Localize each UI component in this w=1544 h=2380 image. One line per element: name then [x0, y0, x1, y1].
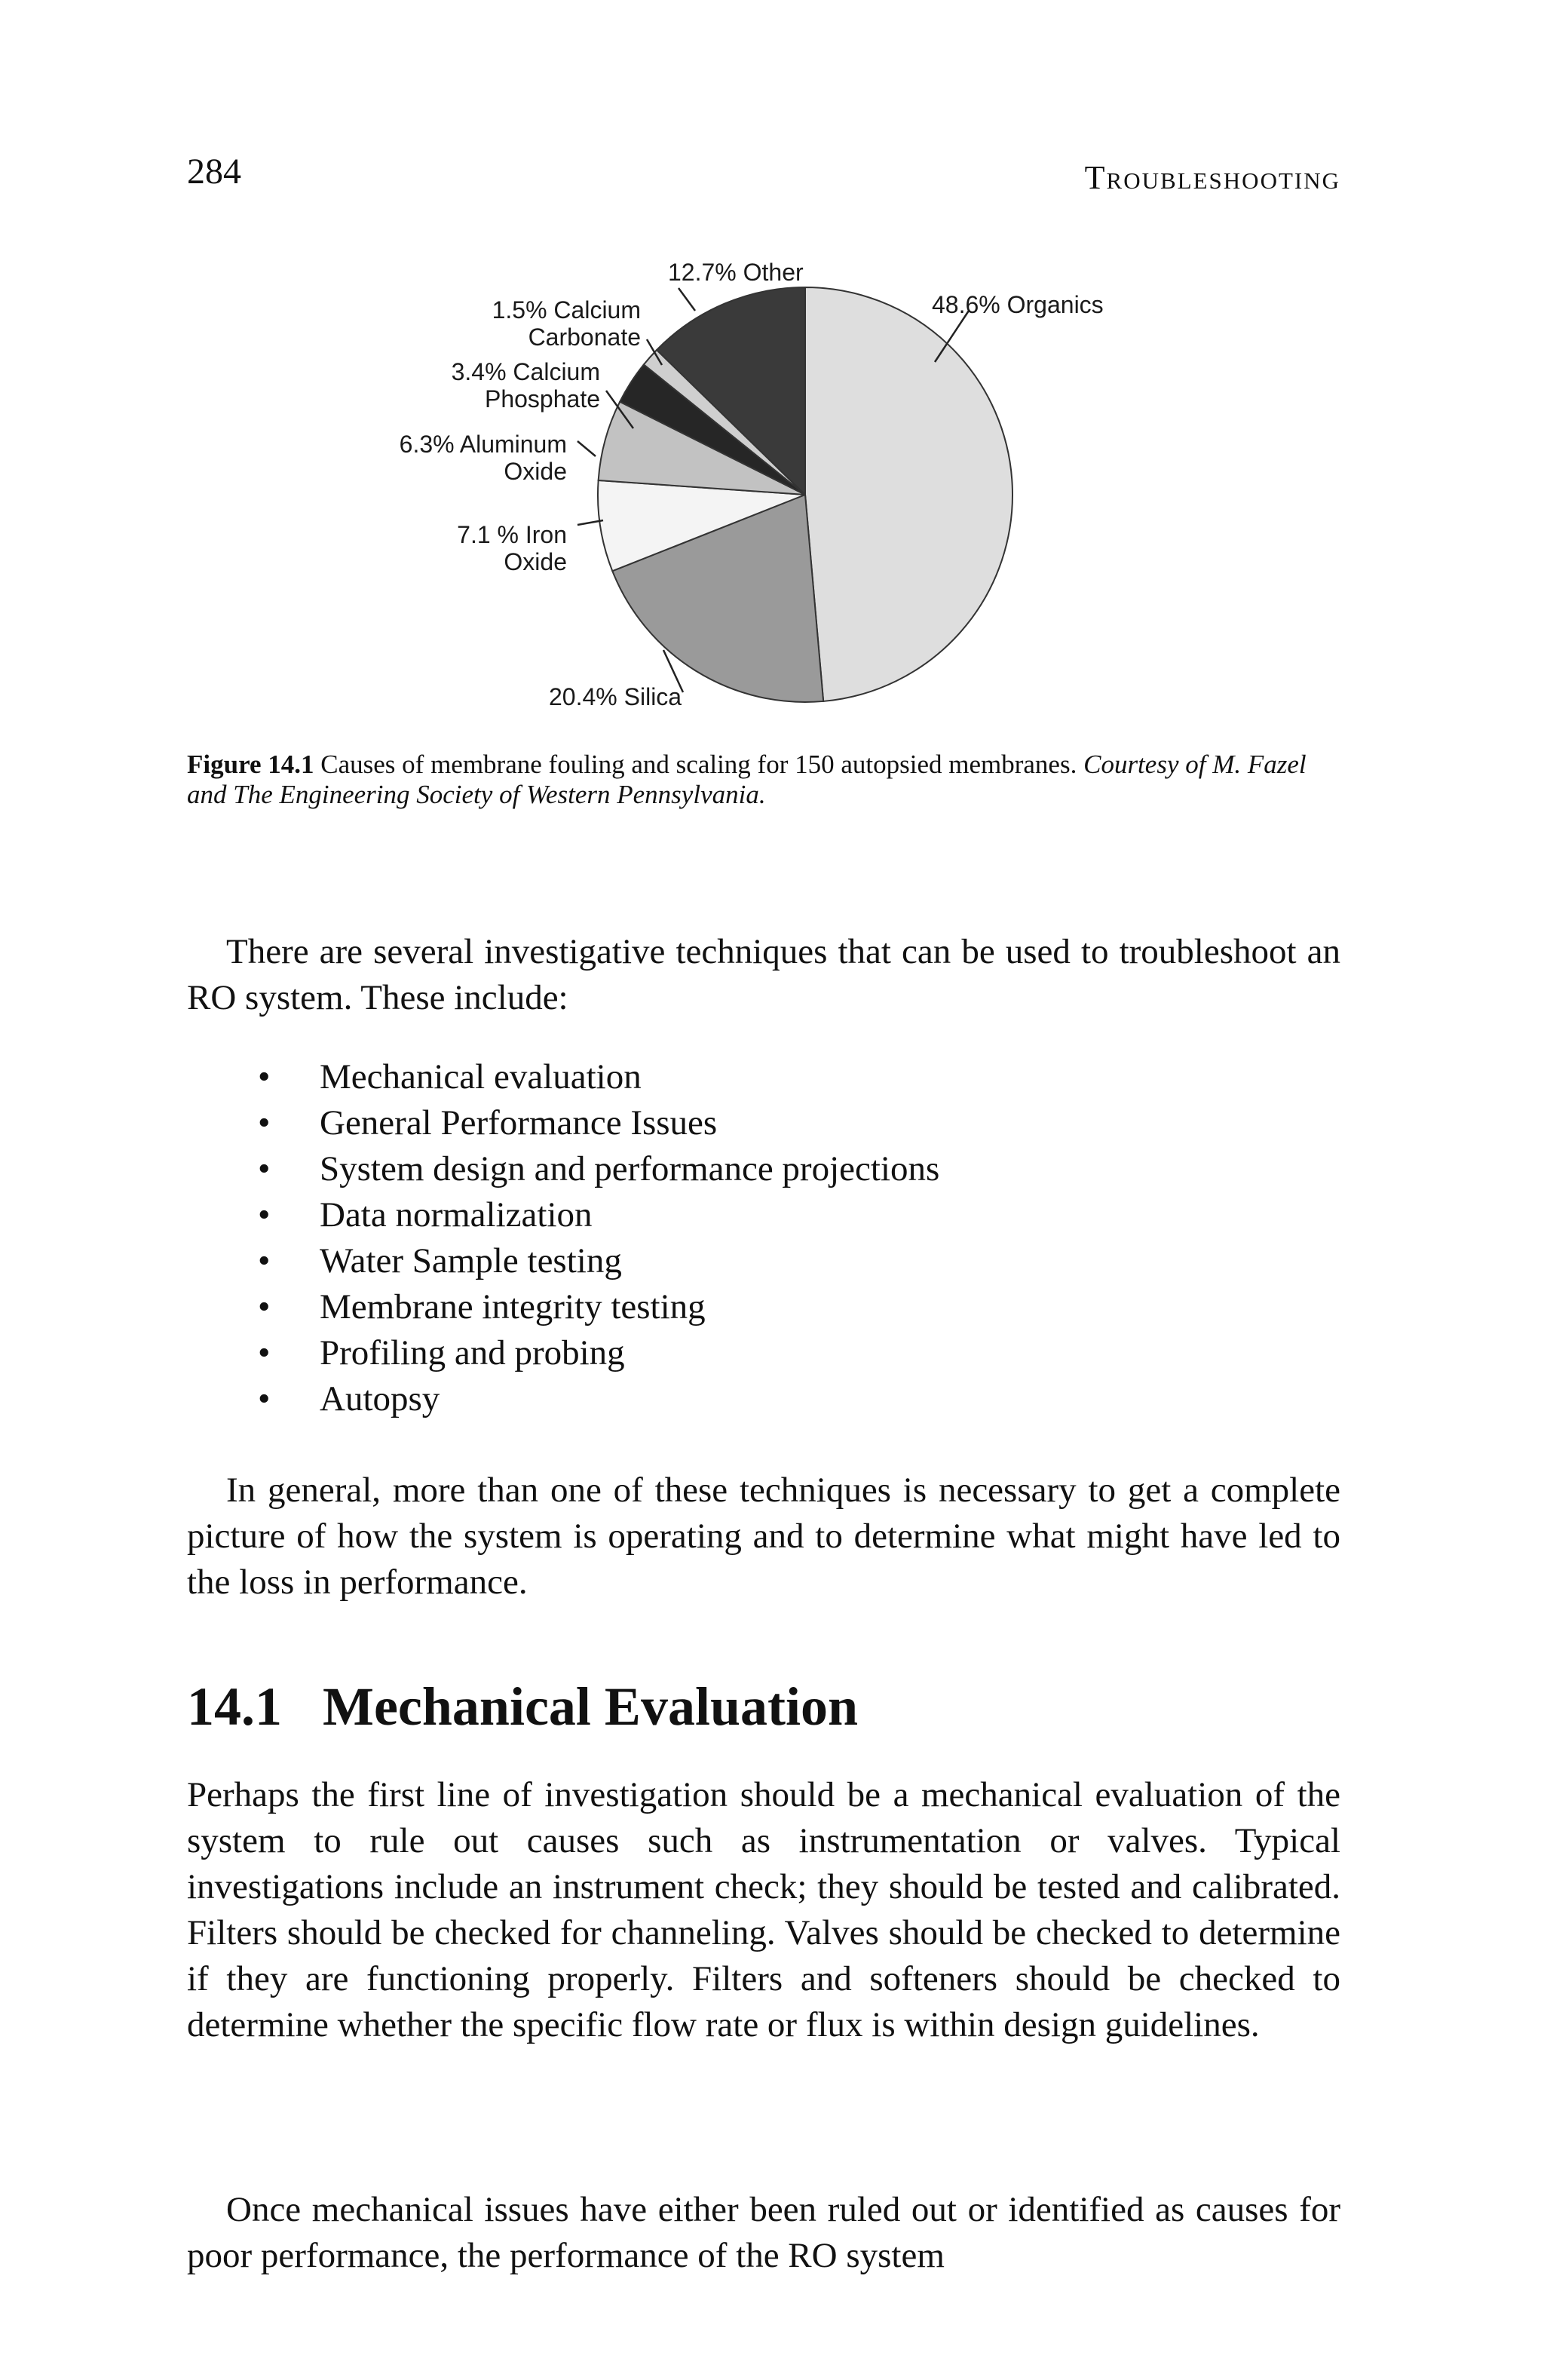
running-head: Troubleshooting: [1084, 159, 1340, 196]
list-item: [255, 1100, 939, 1146]
bullet-icon: •: [258, 1195, 271, 1234]
list-item: [255, 1284, 939, 1330]
bullet-icon: •: [258, 1379, 271, 1418]
list-item: [255, 1192, 939, 1238]
bullet-icon: •: [258, 1333, 271, 1372]
pie-chart: [0, 0, 1544, 754]
section-number: 14.1: [187, 1676, 282, 1737]
section-heading: [187, 1676, 858, 1738]
label-aluminum-line1: 6.3% Aluminum: [399, 431, 567, 458]
list-item-text: Data normalization: [320, 1195, 593, 1234]
list-item-text: Water Sample testing: [320, 1241, 622, 1280]
techniques-list: [255, 1054, 939, 1422]
page-number: 284: [187, 152, 241, 192]
label-aluminum-line2: Oxide: [504, 458, 567, 485]
list-item-text: Membrane integrity testing: [320, 1287, 706, 1326]
figure-credit: Courtesy of M. Fazel and The Engineering Society of Western Pennsylvania.: [187, 750, 1307, 809]
section-paragraph-1: Perhaps the first line of investigation should be a mechanical evaluation of the system to rule out causes such as instrumentation or valves. Typical investigations include an instrument check; they should be tested and calibrated. Filters should be checked for channeling. Valves should be checked to determine if they are functioning properly. Filters and softeners should be checked to determine whether the specific flow rate or flux is within design guidelines.: [187, 1775, 1340, 2044]
list-item-text: General Performance Issues: [320, 1103, 718, 1142]
label-phosphate-line2: Phosphate: [484, 385, 600, 413]
label-organics: 48.6% Organics: [932, 291, 1104, 318]
label-other: 12.7% Other: [668, 259, 804, 286]
bullet-icon: •: [258, 1103, 271, 1142]
section-title: Mechanical Evaluation: [323, 1676, 859, 1737]
list-item-text: Autopsy: [320, 1379, 440, 1418]
bullet-icon: •: [258, 1149, 271, 1188]
label-phosphate-line1: 3.4% Calcium: [451, 358, 600, 385]
label-silica: 20.4% Silica: [549, 683, 682, 710]
label-carbonate-line2: Carbonate: [528, 324, 641, 351]
list-item-text: Mechanical evaluation: [320, 1057, 642, 1096]
list-item: [255, 1330, 939, 1376]
label-iron-line2: Oxide: [504, 548, 567, 575]
bullet-icon: •: [258, 1057, 271, 1096]
list-item: [255, 1054, 939, 1100]
list-item-text: Profiling and probing: [320, 1333, 625, 1372]
bullet-icon: •: [258, 1241, 271, 1280]
bullet-icon: •: [258, 1287, 271, 1326]
section-paragraph-2: Once mechanical issues have either been ruled out or identified as causes for poor performance, the performance of the RO system: [187, 2190, 1340, 2275]
figure-label: Figure 14.1: [187, 750, 314, 779]
list-item: [255, 1146, 939, 1192]
list-item: [255, 1376, 939, 1422]
figure-caption: [187, 750, 1348, 810]
intro-paragraph: There are several investigative techniques that can be used to troubleshoot an RO system. These include:: [187, 932, 1340, 1017]
general-paragraph: In general, more than one of these techniques is necessary to get a complete picture of how the system is operating and to determine what might have led to the loss in performance.: [187, 1471, 1340, 1602]
pie-slice-0: [805, 287, 1012, 701]
list-item: [255, 1238, 939, 1284]
figure-caption-text: Causes of membrane fouling and scaling for 150 autopsied membranes.: [320, 750, 1077, 779]
label-iron-line1: 7.1 % Iron: [457, 521, 567, 548]
list-item-text: System design and performance projections: [320, 1149, 940, 1188]
label-carbonate-line1: 1.5% Calcium: [492, 296, 641, 324]
